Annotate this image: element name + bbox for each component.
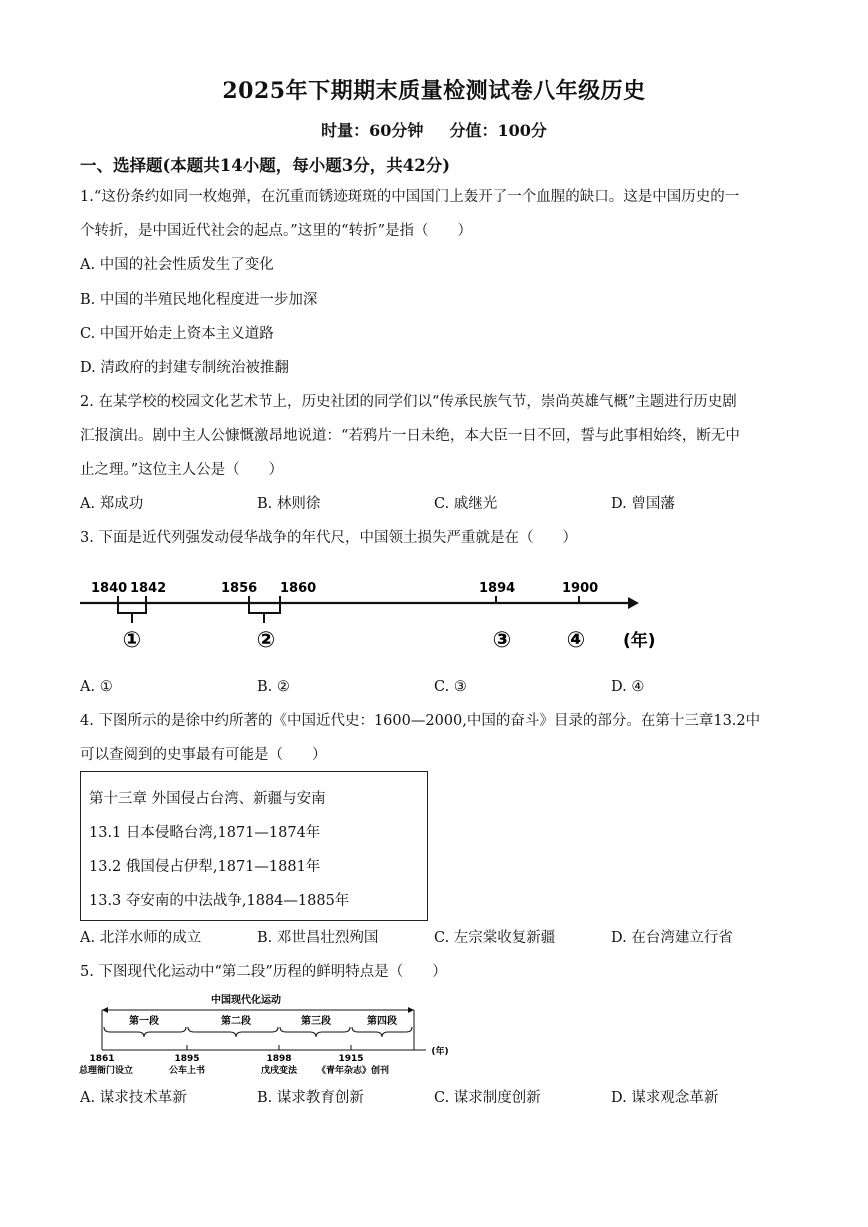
q5-option-b: B. 谋求教育创新 [257,1090,364,1106]
exam-time: 时量：60分钟 [321,121,424,140]
toc-item-13-1: 13.1 日本侵略台湾,1871—1874年 [89,825,321,841]
q3-option-c: C. ③ [434,679,467,695]
q5-option-a: A. 谋求技术革新 [80,1090,187,1106]
diagram-year-1895: 1895 [174,1054,200,1064]
q2-option-b: B. 林则徐 [257,496,321,512]
toc-chapter: 第十三章 外国侵占台湾、新疆与安南 [89,791,326,807]
marker-1: ① [122,628,142,653]
q1-option-d: D. 清政府的封建专制统治被推翻 [80,360,289,376]
timeline-unit: (年) [623,631,656,651]
q2-option-d: D. 曾国藩 [611,496,675,512]
timeline-arrow [628,597,639,609]
diagram-year-1898: 1898 [266,1054,292,1064]
marker-3: ③ [492,628,512,653]
q2-option-c: C. 戚继光 [434,496,498,512]
q3-timeline [76,572,676,662]
q3-option-a: A. ① [80,679,113,695]
timeline-year-1856: 1856 [221,581,258,596]
timeline-year-1842: 1842 [130,581,167,596]
bracket-1840-1842 [118,596,146,613]
exam-score: 分值：100分 [449,121,547,140]
event-1: 总理衙门设立 [78,1066,134,1076]
q4-option-c: C. 左宗棠收复新疆 [434,930,556,946]
timeline-year-1860: 1860 [280,581,317,596]
diagram-title: 中国现代化运动 [211,995,281,1006]
q1-option-a: A. 中国的社会性质发生了变化 [80,257,274,273]
q4-stem-line2: 可以查阅到的史事最有可能是（ ） [80,747,327,763]
q5-option-c: C. 谋求制度创新 [434,1090,541,1106]
bracket-1856-1860 [249,596,280,613]
stage-1: 第一段 [129,1016,159,1027]
event-3: 戊戌变法 [260,1066,298,1076]
diagram-year-1915: 1915 [338,1054,364,1064]
timeline-year-1900: 1900 [562,581,599,596]
stage-2: 第二段 [221,1016,251,1027]
section-heading: 一、选择题(本题共14小题，每小题3分，共42分) [80,156,451,175]
q3-stem: 3. 下面是近代列强发动侵华战争的年代尺，中国领土损失严重就是在（ ） [80,530,577,546]
q2-stem-line1: 2. 在某学校的校园文化艺术节上，历史社团的同学们以“传承民族气节，崇尚英雄气概”主题进行历史剧 [80,394,737,410]
event-2: 公车上书 [168,1066,206,1076]
timeline-year-1840: 1840 [91,581,128,596]
q1-option-c: C. 中国开始走上资本主义道路 [80,326,274,342]
toc-item-13-2: 13.2 俄国侵占伊犁,1871—1881年 [89,859,321,875]
marker-2: ② [256,628,276,653]
q2-stem-line3: 止之理。”这位主人公是（ ） [80,462,284,478]
stage-4: 第四段 [367,1016,397,1027]
q2-option-a: A. 郑成功 [80,496,144,512]
q5-stem: 5. 下图现代化运动中“第二段”历程的鲜明特点是（ ） [80,964,447,980]
exam-subtitle [0,118,868,141]
q3-option-d: D. ④ [611,679,645,695]
q1-stem-line1: 1.“这份条约如同一枚炮弹，在沉重而锈迹斑斑的中国国门上轰开了一个血腥的缺口。这是中国历史的一 [80,189,740,205]
diagram-year-1861: 1861 [89,1054,115,1064]
exam-title: 2025年下期期末质量检测试卷八年级历史 [222,78,646,104]
q3-option-b: B. ② [257,679,290,695]
toc-item-13-3: 13.3 夺安南的中法战争,1884—1885年 [89,893,350,909]
event-4: 《青年杂志》创刊 [316,1066,390,1076]
q5-option-d: D. 谋求观念革新 [611,1090,719,1106]
q1-stem-line2: 个转折，是中国近代社会的起点。”这里的“转折”是指（ ） [80,223,472,239]
q4-option-d: D. 在台湾建立行省 [611,930,733,946]
q4-toc-box [80,771,428,921]
q4-stem-line1: 4. 下图所示的是徐中约所著的《中国近代史：1600—2000,中国的奋斗》目录的部分。在第十三章13.2中 [80,713,761,729]
q4-option-a: A. 北洋水师的成立 [80,930,202,946]
q5-modernization-diagram [76,990,456,1080]
timeline-year-1894: 1894 [479,581,516,596]
q1-option-b: B. 中国的半殖民地化程度进一步加深 [80,292,318,308]
q4-option-b: B. 邓世昌壮烈殉国 [257,930,379,946]
marker-4: ④ [566,628,586,653]
stage-3: 第三段 [301,1016,331,1027]
q2-stem-line2: 汇报演出。剧中主人公慷慨激昂地说道：“若鸦片一日未绝，本大臣一日不回，誓与此事相始终，断无中 [80,428,740,444]
diagram-unit: (年) [431,1047,449,1057]
